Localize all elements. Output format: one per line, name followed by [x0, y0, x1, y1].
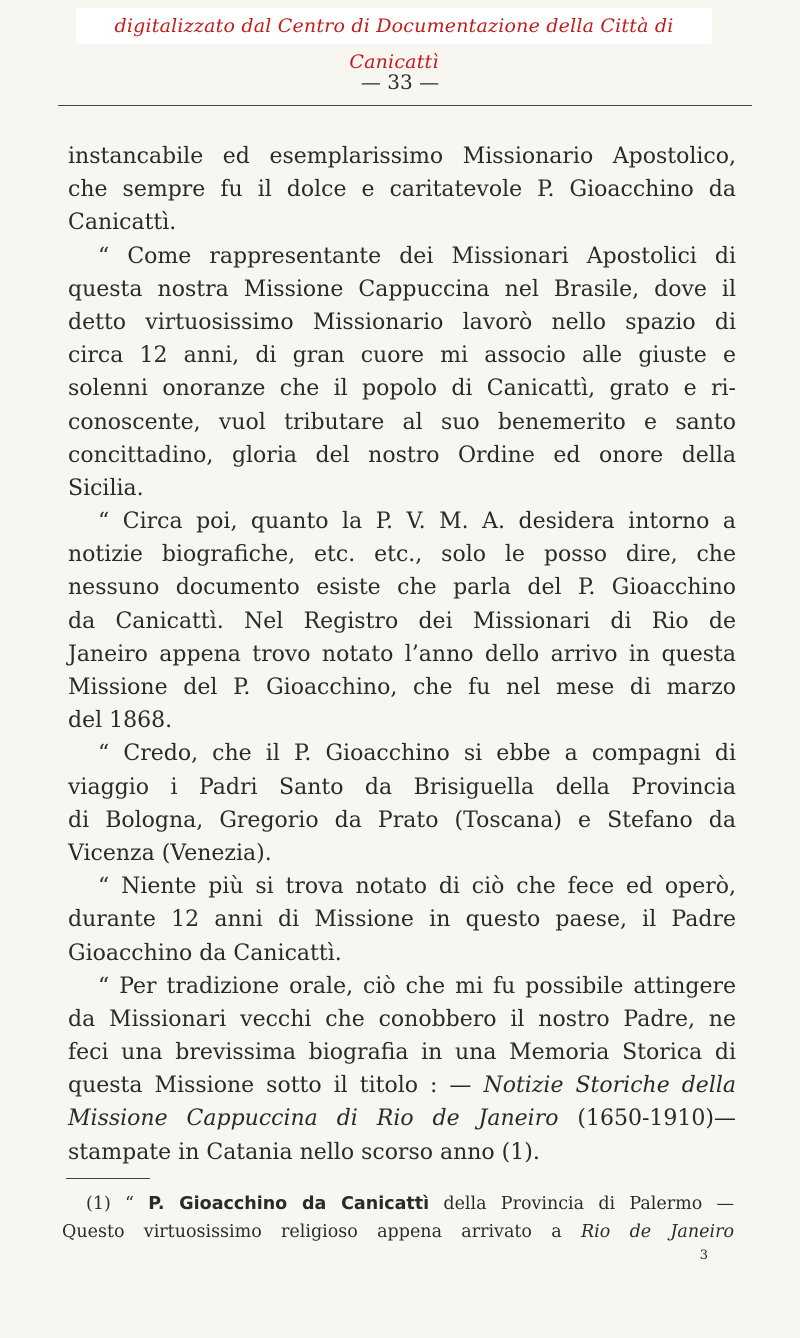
text-line [68, 804, 736, 837]
text-line [68, 970, 736, 1003]
text-line [68, 439, 736, 472]
line-text: “ Niente più si trova notato di ciò che fece ed operò, [98, 874, 736, 900]
text-line [68, 1069, 736, 1102]
text-line [68, 1003, 736, 1036]
line-text: notizie biografiche, etc. etc., solo le posso dire, che [68, 542, 736, 568]
text-line [68, 372, 736, 405]
line-text: durante 12 anni di Missione in questo paese, il Padre [68, 907, 736, 933]
signature-mark: 3 [699, 1248, 708, 1263]
header-rule [58, 105, 752, 106]
text-line [68, 1102, 736, 1135]
text-line [68, 605, 736, 638]
text-line [68, 240, 736, 273]
footnote-name: P. Gioacchino da Canicattì [148, 1194, 430, 1214]
watermark-banner: digitalizzato dal Centro di Documentazione della Città di Canicattì [76, 8, 712, 44]
line-text: Missione del P. Gioacchino, che fu nel mese di marzo [68, 675, 736, 700]
text-line [68, 737, 736, 770]
line-text: questa Missione sotto il titolo : — [68, 1073, 472, 1099]
line-text: Vicenza (Venezia). [68, 840, 272, 866]
line-text: circa 12 anni, di gran cuore mi associo alle giuste e [68, 343, 736, 369]
footnote-line [62, 1190, 734, 1218]
text-line [68, 538, 736, 571]
line-text: stampate in Catania nello scorso anno (1). [68, 1139, 540, 1165]
text-line [68, 140, 736, 173]
line-text: Janeiro appena trovo notato l’anno dello arrivo in questa [68, 641, 736, 667]
text-line [68, 704, 736, 737]
line-text: del 1868. [68, 708, 173, 734]
text-line [68, 571, 736, 604]
line-text: “ Credo, che il P. Gioacchino si ebbe a compagni di [98, 741, 736, 767]
text-line [68, 837, 736, 870]
line-text: solenni onoranze che il popolo di Canicattì, grato e ri- [68, 376, 736, 402]
line-text: Sicilia. [68, 475, 144, 501]
line-text: di Bologna, Gregorio da Prato (Toscana) e Stefano da [68, 807, 736, 833]
line-text: feci una brevissima biografia in una Memoria Storica di [68, 1040, 736, 1066]
text-line [68, 1036, 736, 1069]
body-text [68, 140, 736, 1169]
text-line [68, 903, 736, 936]
footnote-marker: (1) “ [86, 1194, 134, 1214]
footnote-place: Rio de Janeiro [580, 1222, 734, 1242]
footnote-text: Questo virtuosissimo religioso appena arrivato a [62, 1222, 562, 1242]
line-text: viaggio i Padri Santo da Brisiguella della Provincia [68, 774, 736, 800]
text-line [68, 273, 736, 306]
line-text: concittadino, gloria del nostro Ordine ed onore della [68, 442, 736, 468]
title-italic: Missione Cappuccina di Rio de Janeiro [68, 1106, 559, 1132]
footnote-text: della Provincia di Palermo — [443, 1194, 734, 1214]
line-text: conoscente, vuol tributare al suo benemerito e santo [68, 409, 736, 435]
text-line [68, 339, 736, 372]
text-line [68, 306, 736, 339]
title-italic: Notizie Storiche della [483, 1073, 737, 1099]
line-text: da Missionari vecchi che conobbero il nostro Padre, ne [68, 1006, 736, 1032]
line-text: “ Come rappresentante dei Missionari Apostolici di [98, 243, 736, 269]
text-line [68, 1136, 736, 1169]
line-text: questa nostra Missione Cappuccina nel Brasile, dove il [68, 276, 736, 302]
line-text: (1650-1910)— [577, 1106, 736, 1132]
footnote [62, 1190, 734, 1246]
line-text: da Canicattì. Nel Registro dei Missionari di Rio de [68, 608, 736, 634]
text-line [68, 206, 736, 239]
text-line [68, 937, 736, 970]
text-line [68, 771, 736, 804]
line-text: nessuno documento esiste che parla del P. Gioacchino [68, 575, 736, 601]
text-line [68, 638, 736, 671]
text-line [68, 173, 736, 206]
line-text: “ Circa poi, quanto la P. V. M. A. desidera intorno a [98, 509, 736, 535]
text-line [68, 870, 736, 903]
line-text: instancabile ed esemplarissimo Missionario Apostolico, [68, 144, 736, 169]
line-text: “ Per tradizione orale, ciò che mi fu possibile attingere [98, 973, 736, 999]
line-text: detto virtuosissimo Missionario lavorò nello spazio di [68, 309, 736, 335]
text-line [68, 671, 736, 704]
line-text: che sempre fu il dolce e caritatevole P. Gioacchino da [68, 177, 736, 203]
text-line [68, 505, 736, 538]
text-line [68, 472, 736, 505]
line-text: Canicattì. [68, 210, 177, 236]
footnote-line [62, 1218, 734, 1246]
line-text: Gioacchino da Canicattì. [68, 940, 342, 966]
text-line [68, 406, 736, 439]
page-number: — 33 — [360, 70, 440, 94]
footnote-rule [66, 1178, 150, 1179]
